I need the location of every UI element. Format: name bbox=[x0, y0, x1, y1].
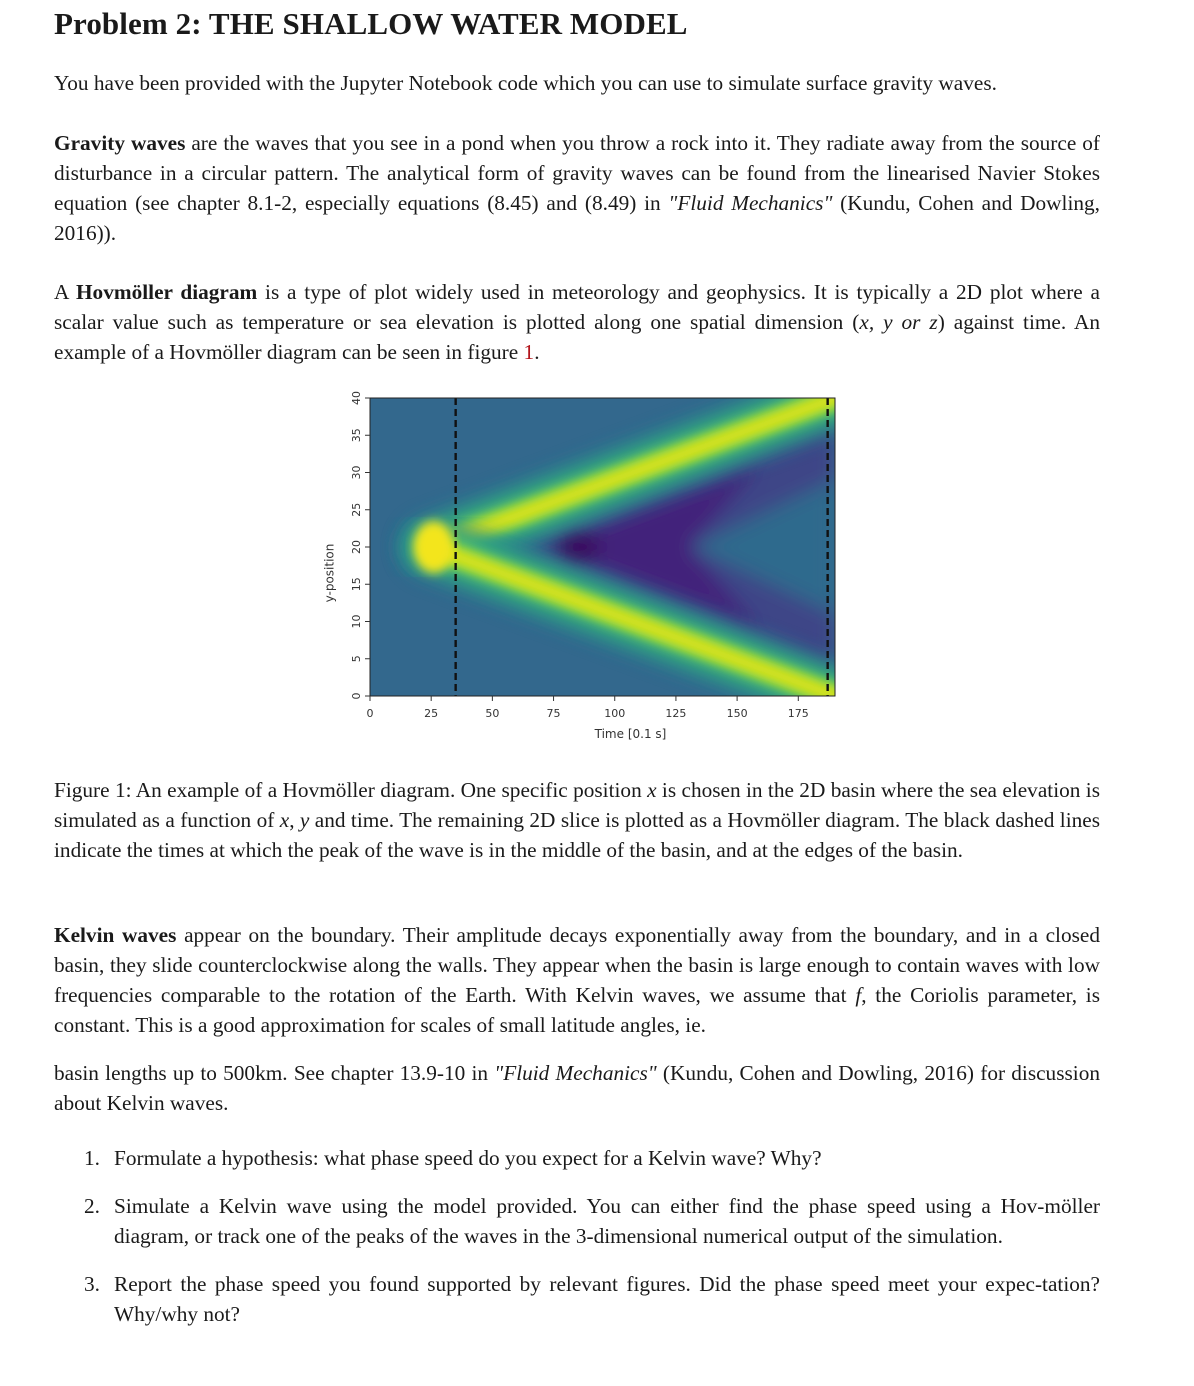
task-item bbox=[84, 1191, 1100, 1251]
y-tick-label: 15 bbox=[350, 577, 363, 592]
caption-symbol-x: x bbox=[647, 778, 657, 802]
heatmap-area bbox=[370, 398, 835, 696]
caption-symbol-y: y bbox=[299, 808, 310, 832]
x-tick-label: 150 bbox=[726, 707, 748, 720]
book-title-2: "Fluid Mechanics" bbox=[494, 1061, 657, 1085]
x-tick-label: 25 bbox=[424, 707, 439, 720]
dimension-symbols: x, y or z bbox=[859, 310, 938, 334]
coriolis-symbol: f bbox=[855, 983, 862, 1007]
trough-core bbox=[556, 529, 600, 565]
task-list bbox=[84, 1143, 1100, 1329]
kelvin-text-a: appear on the boundary. Their amplitude decays exponentially away from the boundary, and in a closed basin, they slide counterclockwise along the walls. They appear when the basin is large enough to contain waves with low frequencies comparable to the rotation of the Earth. With Kelvin waves, we assume that bbox=[54, 923, 1100, 1007]
task-text: Formulate a hypothesis: what phase speed do you expect for a Kelvin wave? Why? bbox=[114, 1146, 822, 1170]
figure-reference-link[interactable]: 1 bbox=[523, 340, 535, 364]
task-text: Report the phase speed you found supported by relevant figures. Did the phase speed meet your expec-tation? Why/why not? bbox=[114, 1272, 1100, 1326]
task-number: 2. bbox=[84, 1194, 100, 1218]
kelvin-text-b: , the Coriolis parameter, is constant. This is a good approximation for scales of small latitude angles, ie. bbox=[54, 983, 1101, 1037]
figure-caption bbox=[54, 775, 1100, 865]
hovmoller-figure bbox=[300, 386, 860, 746]
wave-source bbox=[414, 521, 454, 573]
kelvin-continuation-paragraph bbox=[54, 1058, 1100, 1118]
hovmoller-text-a: is a type of plot widely used in meteorology and geophysics. It is typically a 2D plot where a scalar value such as temperature or sea elevation is plotted along one spatial dimension ( bbox=[54, 280, 1100, 334]
kelvin2-text-b: (Kundu, Cohen and Dowling, 2016) for discussion about Kelvin waves. bbox=[54, 1061, 1100, 1115]
caption-text-a: Figure 1: An example of a Hovmöller diagram. One specific position bbox=[54, 778, 648, 802]
hovmoller-text-b: ) against time. An example of a Hovmöller diagram can be seen in figure bbox=[54, 310, 1101, 364]
kelvin2-text-a: basin lengths up to 500km. See chapter 13.9-10 in bbox=[54, 1061, 495, 1085]
x-tick-label: 100 bbox=[604, 707, 626, 720]
y-tick-label: 25 bbox=[350, 502, 363, 517]
kelvin-waves-term: Kelvin waves bbox=[54, 923, 177, 947]
y-tick-label: 0 bbox=[350, 692, 363, 700]
hovmoller-chart bbox=[300, 386, 860, 746]
x-tick-label: 0 bbox=[366, 707, 374, 720]
gravity-text-a: are the waves that you see in a pond when you throw a rock into it. They radiate away from the source of disturbance in a circular pattern. The analytical form of gravity waves can be found from the linearised Navier Stokes equation (see chapter 8.1-2, especially equations (8.45) and (8.49) in bbox=[54, 131, 1101, 215]
y-axis-label: y-position bbox=[322, 543, 337, 603]
task-number: 3. bbox=[84, 1272, 100, 1296]
task-item bbox=[84, 1269, 1100, 1329]
y-tick-label: 40 bbox=[350, 391, 363, 405]
hovmoller-term: Hovmöller diagram bbox=[75, 280, 258, 304]
task-text: Simulate a Kelvin wave using the model provided. You can either find the phase speed using a Hov-möller diagram, or track one of the peaks of the waves in the 3-dimensional numerical output of the simulation. bbox=[114, 1194, 1100, 1248]
y-tick-label: 35 bbox=[350, 428, 363, 443]
y-tick-label: 5 bbox=[350, 655, 363, 663]
intro-paragraph: You have been provided with the Jupyter Notebook code which you can use to simulate surface gravity waves. bbox=[54, 71, 997, 95]
gravity-waves-paragraph bbox=[54, 128, 1100, 248]
task-item bbox=[84, 1143, 1100, 1173]
caption-text-d: and time. The remaining 2D slice is plotted as a Hovmöller diagram. The black dashed lines indicate the times at which the peak of the wave is in the middle of the basin, and at the edges of the basin. bbox=[54, 808, 1100, 862]
y-tick-label: 10 bbox=[350, 614, 363, 629]
gravity-text-b: (Kundu, Cohen and Dowling, 2016)). bbox=[54, 191, 1100, 245]
hovmoller-lead: A bbox=[54, 280, 76, 304]
y-tick-label: 20 bbox=[350, 540, 363, 554]
caption-symbol-x-2: x bbox=[279, 808, 290, 832]
x-tick-label: 75 bbox=[546, 707, 561, 720]
book-title: "Fluid Mechanics" bbox=[668, 191, 833, 215]
x-tick-label: 125 bbox=[665, 707, 687, 720]
y-tick-label: 30 bbox=[350, 465, 363, 480]
x-tick-label: 50 bbox=[485, 707, 500, 720]
kelvin-waves-paragraph bbox=[54, 920, 1100, 1040]
caption-text-c: , bbox=[289, 808, 300, 832]
hovmoller-text-c: . bbox=[534, 340, 540, 364]
x-axis-label: Time [0.1 s] bbox=[594, 727, 667, 741]
caption-text-b: is chosen in the 2D basin where the sea elevation is simulated as a function of bbox=[54, 778, 1100, 832]
task-number: 1. bbox=[84, 1146, 100, 1170]
problem-title: Problem 2: THE SHALLOW WATER MODEL bbox=[54, 6, 688, 41]
gravity-waves-term: Gravity waves bbox=[54, 131, 186, 155]
hovmoller-paragraph bbox=[54, 277, 1100, 367]
x-tick-label: 175 bbox=[787, 707, 809, 720]
